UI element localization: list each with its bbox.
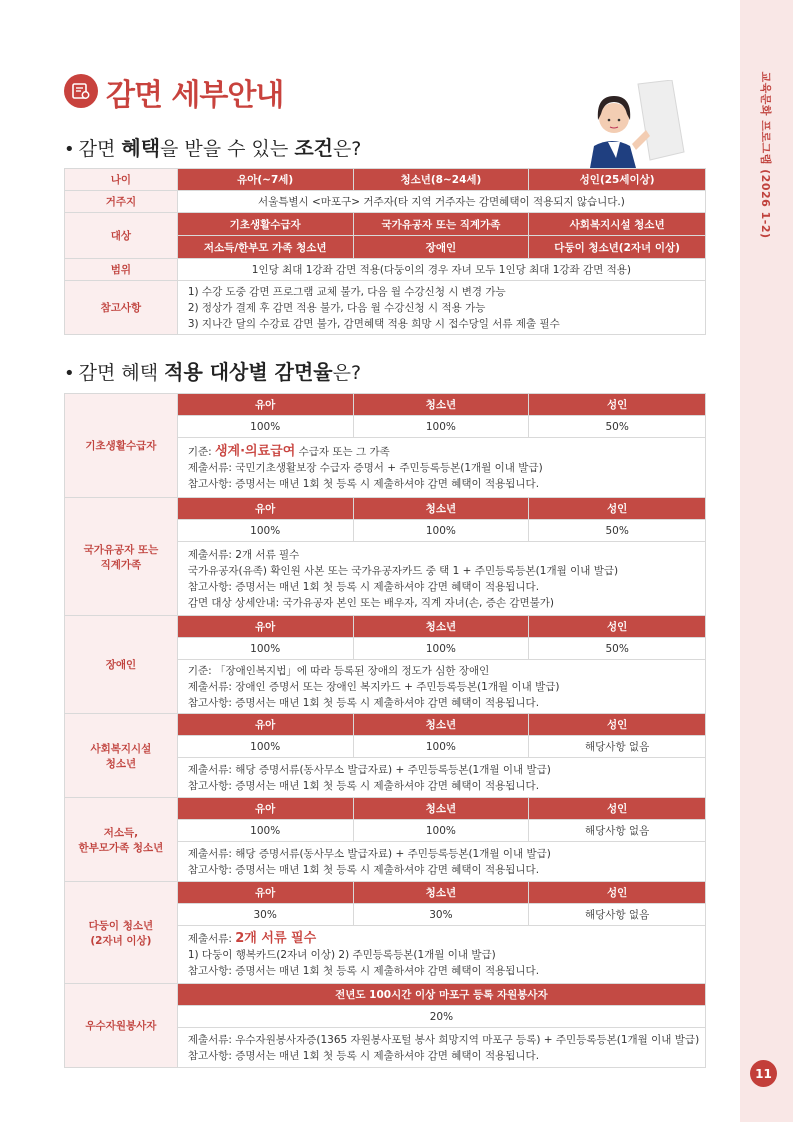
- section-heading-rates: • 감면 혜택 적용 대상별 감면율은?: [64, 360, 362, 384]
- rate-group-label: 다둥이 청소년 (2자녀 이상): [65, 882, 178, 984]
- rate-header-volunteer: 전년도 100시간 이상 마포구 등록 자원봉사자: [177, 984, 705, 1006]
- rate-detail: [177, 926, 705, 984]
- detail-line: 제출서류: 장애인 증명서 또는 장애인 복지카드 + 주민등록등본(1개월 이내 발급): [187, 680, 560, 693]
- detail-line: 참고사항: 증명서는 매년 1회 첫 등록 시 제출하셔야 감면 혜택이 적용됩니다.: [187, 863, 540, 876]
- page-number: 11: [750, 1060, 777, 1087]
- rate-detail: [177, 542, 705, 616]
- residence-label: 거주지: [65, 191, 178, 213]
- age-col-youth: 청소년(8~24세): [353, 169, 529, 191]
- rate-group-label: 우수자원봉사자: [65, 984, 178, 1068]
- rate-value: 100%: [353, 416, 529, 438]
- rate-group-label: 기초생활수급자: [65, 394, 178, 498]
- rate-header-child: 유아: [177, 714, 353, 736]
- rate-value: 해당사항 없음: [529, 736, 706, 758]
- rate-header-child: 유아: [177, 798, 353, 820]
- rate-header-child: 유아: [177, 882, 353, 904]
- rate-header-child: 유아: [177, 616, 353, 638]
- note-line: 2) 정상가 결제 후 감면 적용 불가, 다음 월 수강신청 시 적용 가능: [187, 301, 486, 314]
- rate-value: 100%: [177, 520, 353, 542]
- rate-header-child: 유아: [177, 498, 353, 520]
- rate-value: 100%: [353, 736, 529, 758]
- rate-detail: [177, 660, 705, 714]
- rate-value: 100%: [177, 638, 353, 660]
- rate-value: 100%: [177, 736, 353, 758]
- detail-line: 제출서류: 국민기초생활보장 수급자 증명서 + 주민등록등본(1개월 이내 발급): [187, 461, 543, 474]
- page-title: 감면 세부안내: [106, 78, 284, 113]
- notes-label: 참고사항: [65, 281, 178, 335]
- detail-line: 참고사항: 증명서는 매년 1회 첫 등록 시 제출하셔야 감면 혜택이 적용됩니다.: [187, 1049, 540, 1062]
- notes-value: [177, 281, 705, 335]
- rate-value: 20%: [177, 1006, 705, 1028]
- residence-value: 서울특별시 <마포구> 거주자(타 지역 거주자는 감면혜택이 적용되지 않습니다.): [177, 191, 705, 213]
- rate-group-label: 저소득, 한부모가족 청소년: [65, 798, 178, 882]
- target-cell: 장애인: [353, 236, 529, 259]
- document-card-icon: [64, 74, 98, 108]
- rate-detail: [177, 1028, 705, 1068]
- rate-group-label: 국가유공자 또는 직계가족: [65, 498, 178, 616]
- rate-detail: [177, 758, 705, 798]
- detail-line: 기준: 「장애인복지법」에 따라 등록된 장애의 정도가 심한 장애인: [187, 664, 490, 677]
- note-line: 1) 수강 도중 감면 프로그램 교체 불가, 다음 월 수강신청 시 변경 가능: [187, 285, 506, 298]
- scope-label: 범위: [65, 259, 178, 281]
- side-tab-label: 교육문화 프로그램 (2026 1-2): [759, 71, 772, 239]
- scope-value: 1인당 최대 1강좌 감면 적용(다둥이의 경우 자녀 모두 1인당 최대 1강좌 감면 적용): [177, 259, 705, 281]
- rate-value: 50%: [529, 520, 706, 542]
- rate-value: 100%: [353, 638, 529, 660]
- rate-header-youth: 청소년: [353, 498, 529, 520]
- detail-line: 제출서류: 해당 증명서류(동사무소 발급자료) + 주민등록등본(1개월 이내 발급): [187, 763, 551, 776]
- rate-header-youth: 청소년: [353, 616, 529, 638]
- section-heading-conditions: • 감면 혜택을 받을 수 있는 조건은?: [64, 136, 362, 160]
- rate-value: 100%: [353, 820, 529, 842]
- detail-line: 감면 대상 상세안내: 국가유공자 본인 또는 배우자, 직계 자녀(손, 증손 감면불가): [187, 596, 555, 609]
- target-cell: 기초생활수급자: [177, 213, 353, 236]
- detail-line: 참고사항: 증명서는 매년 1회 첫 등록 시 제출하셔야 감면 혜택이 적용됩니다.: [187, 696, 540, 709]
- detail-line: 제출서류: 2개 서류 필수: [187, 548, 300, 561]
- rate-header-youth: 청소년: [353, 882, 529, 904]
- target-label: 대상: [65, 213, 178, 259]
- rate-header-youth: 청소년: [353, 714, 529, 736]
- detail-line: 제출서류: 우수자원봉사자증(1365 자원봉사포털 봉사 희망지역 마포구 등록) + 주민등록등본(1개월 이내 발급): [187, 1033, 700, 1046]
- age-col-child: 유아(~7세): [177, 169, 353, 191]
- rate-value: 100%: [177, 416, 353, 438]
- rate-value: 50%: [529, 638, 706, 660]
- target-cell: 사회복지시설 청소년: [529, 213, 706, 236]
- rate-value: 30%: [177, 904, 353, 926]
- rate-value: 50%: [529, 416, 706, 438]
- rate-header-child: 유아: [177, 394, 353, 416]
- rate-value: 100%: [353, 520, 529, 542]
- rate-header-adult: 성인: [529, 882, 706, 904]
- criteria-line: 제출서류: 2개 서류 필수: [187, 930, 317, 946]
- age-label: 나이: [65, 169, 178, 191]
- conditions-table: [64, 168, 706, 335]
- note-line: 3) 지나간 달의 수강료 감면 불가, 감면혜택 적용 희망 시 접수당일 서류 제출 필수: [187, 317, 560, 330]
- detail-line: 참고사항: 증명서는 매년 1회 첫 등록 시 제출하셔야 감면 혜택이 적용됩니다.: [187, 477, 540, 490]
- detail-line: 제출서류: 해당 증명서류(동사무소 발급자료) + 주민등록등본(1개월 이내 발급): [187, 847, 551, 860]
- target-cell: 저소득/한부모 가족 청소년: [177, 236, 353, 259]
- rate-value: 해당사항 없음: [529, 904, 706, 926]
- rate-value: 해당사항 없음: [529, 820, 706, 842]
- rate-header-youth: 청소년: [353, 798, 529, 820]
- rate-detail: [177, 438, 705, 498]
- rate-header-adult: 성인: [529, 714, 706, 736]
- detail-line: 참고사항: 증명서는 매년 1회 첫 등록 시 제출하셔야 감면 혜택이 적용됩니다.: [187, 580, 540, 593]
- rate-group-label: 사회복지시설 청소년: [65, 714, 178, 798]
- target-cell: 다둥이 청소년(2자녀 이상): [529, 236, 706, 259]
- target-cell: 국가유공자 또는 직계가족: [353, 213, 529, 236]
- rate-group-label: 장애인: [65, 616, 178, 714]
- rate-value: 30%: [353, 904, 529, 926]
- detail-line: 1) 다둥이 행복카드(2자녀 이상) 2) 주민등록등본(1개월 이내 발급): [187, 948, 496, 961]
- rate-header-adult: 성인: [529, 394, 706, 416]
- rate-header-adult: 성인: [529, 498, 706, 520]
- detail-line: 참고사항: 증명서는 매년 1회 첫 등록 시 제출하셔야 감면 혜택이 적용됩니다.: [187, 964, 540, 977]
- criteria-line: 기준: 생계·의료급여 수급자 또는 그 가족: [187, 443, 390, 459]
- age-col-adult: 성인(25세이상): [529, 169, 706, 191]
- rates-table: [64, 393, 706, 1068]
- detail-line: 참고사항: 증명서는 매년 1회 첫 등록 시 제출하셔야 감면 혜택이 적용됩니다.: [187, 779, 540, 792]
- woman-with-document-illustration: [580, 80, 690, 168]
- rate-detail: [177, 842, 705, 882]
- rate-header-adult: 성인: [529, 798, 706, 820]
- detail-line: 국가유공자(유족) 확인원 사본 또는 국가유공자카드 중 택 1 + 주민등록등본(1개월 이내 발급): [187, 564, 619, 577]
- rate-header-adult: 성인: [529, 616, 706, 638]
- rate-value: 100%: [177, 820, 353, 842]
- rate-header-youth: 청소년: [353, 394, 529, 416]
